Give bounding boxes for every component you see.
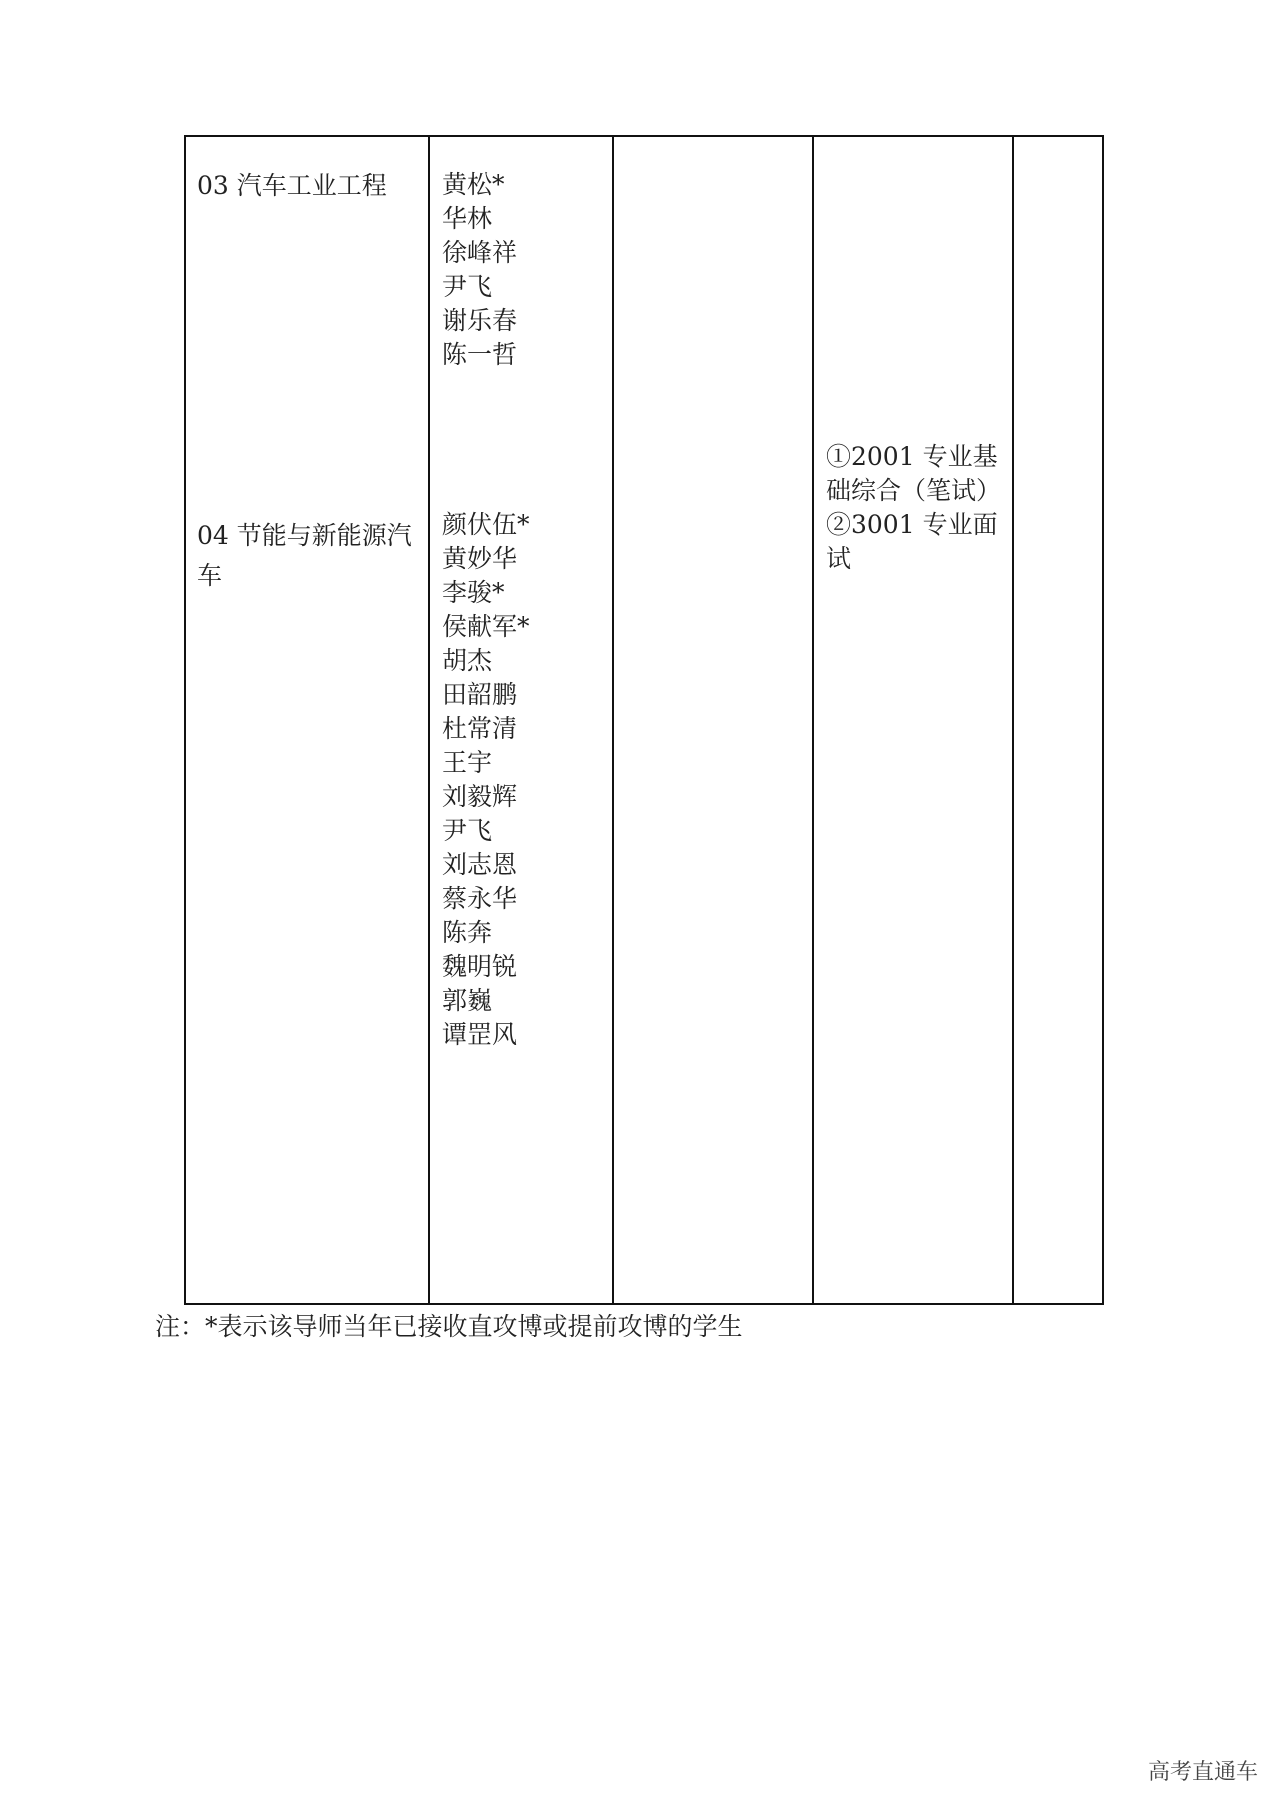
direction-line: 04 节能与新能源汽	[197, 521, 412, 550]
advisor-name: 郭巍	[442, 986, 493, 1015]
advisor-name: 尹飞	[442, 272, 493, 301]
advisor-name: 华林	[442, 204, 493, 233]
advisor-name: 谭罡风	[442, 1020, 518, 1049]
advisor-name: 侯献军*	[442, 612, 530, 641]
footnote: 注：*表示该导师当年已接收直攻博或提前攻博的学生	[155, 1312, 743, 1341]
research-direction-03	[197, 166, 422, 206]
advisor-name: 黄松*	[442, 170, 505, 199]
advisor-name: 颜伏伍*	[442, 510, 530, 539]
exam-line: ②3001 专业面	[826, 510, 998, 539]
research-direction-04	[197, 516, 422, 596]
column-divider-1	[428, 135, 430, 1305]
exam-line: 础综合（笔试）	[826, 476, 1002, 505]
exam-subjects	[826, 440, 1006, 576]
advisor-list-04	[442, 508, 530, 1052]
watermark: 高考直通车	[1147, 1760, 1258, 1785]
advisor-name: 蔡永华	[442, 884, 518, 913]
advisor-name: 王宇	[442, 748, 493, 777]
advisor-name: 陈一哲	[442, 340, 518, 369]
advisor-name: 李骏*	[442, 578, 505, 607]
exam-line: ①2001 专业基	[826, 442, 998, 471]
advisor-list-03	[442, 168, 517, 372]
advisor-name: 刘毅辉	[442, 782, 518, 811]
advisor-name: 尹飞	[442, 816, 493, 845]
column-divider-2	[612, 135, 614, 1305]
direction-line: 车	[197, 561, 223, 590]
advisor-name: 陈奔	[442, 918, 493, 947]
advisor-name: 刘志恩	[442, 850, 518, 879]
column-divider-3	[812, 135, 814, 1305]
advisor-name: 黄妙华	[442, 544, 518, 573]
advisor-name: 魏明锐	[442, 952, 518, 981]
direction-line: 03 汽车工业工程	[197, 171, 387, 200]
advisor-name: 田韶鹏	[442, 680, 518, 709]
advisor-name: 胡杰	[442, 646, 493, 675]
table-frame	[184, 135, 1104, 1305]
column-divider-4	[1012, 135, 1014, 1305]
advisor-name: 杜常清	[442, 714, 518, 743]
exam-line: 试	[826, 544, 852, 573]
advisor-name: 谢乐春	[442, 306, 518, 335]
advisor-name: 徐峰祥	[442, 238, 518, 267]
